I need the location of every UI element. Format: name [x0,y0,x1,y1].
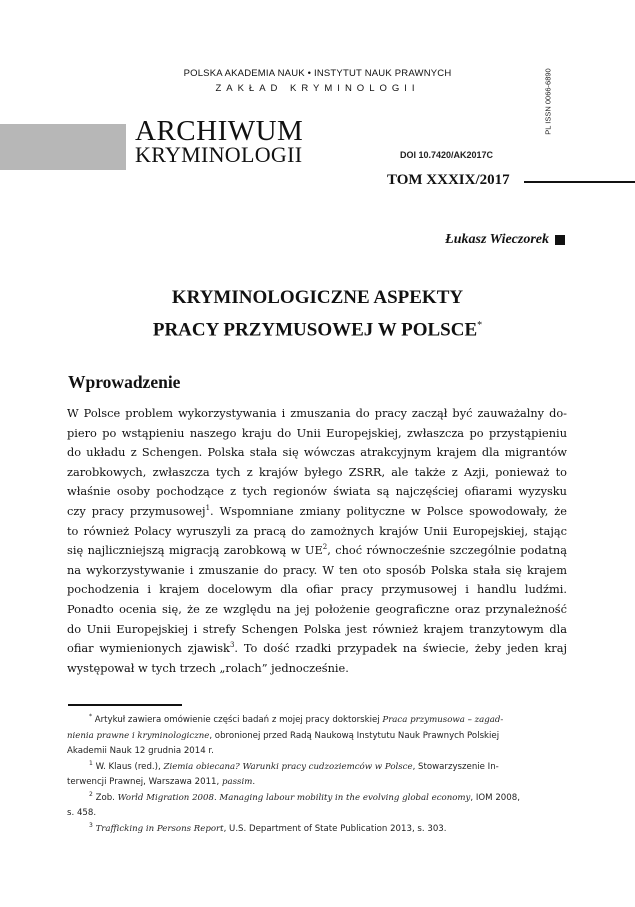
department-line: ZAKŁAD KRYMINOLOGII [215,83,420,94]
footnote-2-cont: s. 458. [67,808,97,818]
article-title-line2-wrap [0,312,635,344]
body-line: występował w tych trzech „rolach” jednocześnie. [67,660,349,675]
footnote-2 [67,791,567,807]
body-line: do Unii Europejskiej i strefy Schengen Polska jest również krajem tranzytowym dla [67,621,567,636]
footnote-italic: nienia prawne i kryminologiczne [67,730,210,741]
article-title-line2: PRACY PRZYMUSOWEJ W POLSCE [152,319,478,341]
footnote-mark: 3 [89,821,93,829]
footnotes [67,713,567,837]
footnote-italic: Praca przymusowa – zagad- [382,715,504,725]
body-line: Ponadto ocenia się, że ze względu na jej położenie geograficzne oraz przynależność [67,601,567,616]
footnote-star-cont: Akademii Nauk 12 grudnia 2014 r. [67,746,214,756]
body-line-with-ref [67,639,567,659]
section-heading: Wprowadzenie [68,372,181,392]
footnote-text: terwencji Prawnej, Warszawa 2011, [67,777,222,787]
body-text: . To dość rzadki przypadek na świecie, żeby jeden kraj [234,641,568,656]
institution-line: POLSKA AKADEMIA NAUK • INSTYTUT NAUK PRAWNYCH [183,68,452,79]
body-line: pochodzenia i krajem docelowym dla ofiar pracy przymusowej i handlu ludźmi. [67,582,567,597]
footnote-ref[interactable]: 2 [322,543,328,552]
footnote-text: , U.S. Department of State Publication 2013, s. 303. [223,823,447,834]
body-line: zarobkowych, zwłaszcza tych z krajów byłego ZSRR, ale także z Azji, ponieważ to [67,464,567,479]
footnote-star-cont [67,729,567,745]
footnote-italic: passim. [222,777,256,787]
body-line: W Polsce problem wykorzystywania i zmuszania do pracy zaczął być zauważalny do- [67,406,567,420]
body-text: . Wspomniane zmiany polityczne w Polsce spowodowały, że [210,503,567,518]
volume-rule [524,181,635,183]
footnote-ref[interactable]: 1 [205,504,211,513]
footnote-text: , Stowarzyszenie In- [412,761,499,772]
footnote-text: W. Klaus (red.), [95,761,164,772]
body-line: na wykorzystywanie i zmuszanie do pracy. W ten oto sposób Polska stała się krajem [67,562,567,577]
article-title [0,284,635,344]
volume-label: TOM XXXIX/2017 [387,172,510,188]
body-text: , choć równocześnie szczególnie podatną [327,543,567,558]
journal-title-line2: KRYMINOLOGII [135,142,303,167]
author-square-marker [555,235,565,245]
body-paragraph [67,404,567,678]
footnote-separator [68,704,182,706]
footnote-1 [67,760,567,776]
footnote-italic: World Migration 2008. Managing labour mobility in the evolving global economy [117,792,471,803]
footnote-mark: 2 [89,790,93,798]
body-line: to również Polacy wyruszyli za pracą do zamożnych krajów Unii Europejskiej, stając [67,523,567,538]
footnote-text: Artykuł zawiera omówienie części badań z mojej pracy doktorskiej [94,715,383,725]
title-footnote-mark: * [477,320,483,331]
body-text: się najliczniejszą migracją zarobkową w UE [67,543,323,558]
footnote-italic: Ziemia obiecana? Warunki pracy cudzoziemców w Polsce [163,761,413,772]
journal-logo-bar [0,124,126,170]
footnote-text: , IOM 2008, [470,792,520,803]
body-line-with-ref [67,502,567,522]
footnote-mark: 1 [89,759,93,767]
body-line-with-ref [67,541,567,561]
footnote-3 [67,822,567,838]
body-text: czy pracy przymusowej [67,503,206,518]
issn-vertical [540,60,556,150]
footnote-star [67,713,567,729]
article-title-line1: KRYMINOLOGICZNE ASPEKTY [171,287,464,308]
author-row [445,232,565,248]
footnote-mark: * [89,713,92,721]
journal-title-line1: ARCHIWUM [135,115,304,147]
issn-text: PL ISSN 0066-6890 [543,68,553,135]
footnote-text: , obronionej przed Radą Naukową Instytutu Nauk Prawnych Polskiej [209,730,500,741]
doi: DOI 10.7420/AK2017C [400,150,494,160]
footnote-1-cont [67,775,567,791]
footnote-ref[interactable]: 3 [229,641,235,650]
footnote-text: Zob. [95,792,118,803]
author-name: Łukasz Wieczorek [445,232,549,247]
body-text: ofiar wymienionych zjawisk [67,641,230,656]
body-line: do układu z Schengen. Polska stała się wówczas atrakcyjnym krajem dla migrantów [67,445,567,460]
footnote-italic: Trafficking in Persons Report [95,823,224,834]
body-line: właśnie osoby pochodzące z tych regionów świata są najczęściej ofiarami wyzysku [67,484,567,499]
body-line: piero po wstąpieniu naszego kraju do Unii Europejskiej, zwłaszcza po przystąpieniu [67,425,567,440]
